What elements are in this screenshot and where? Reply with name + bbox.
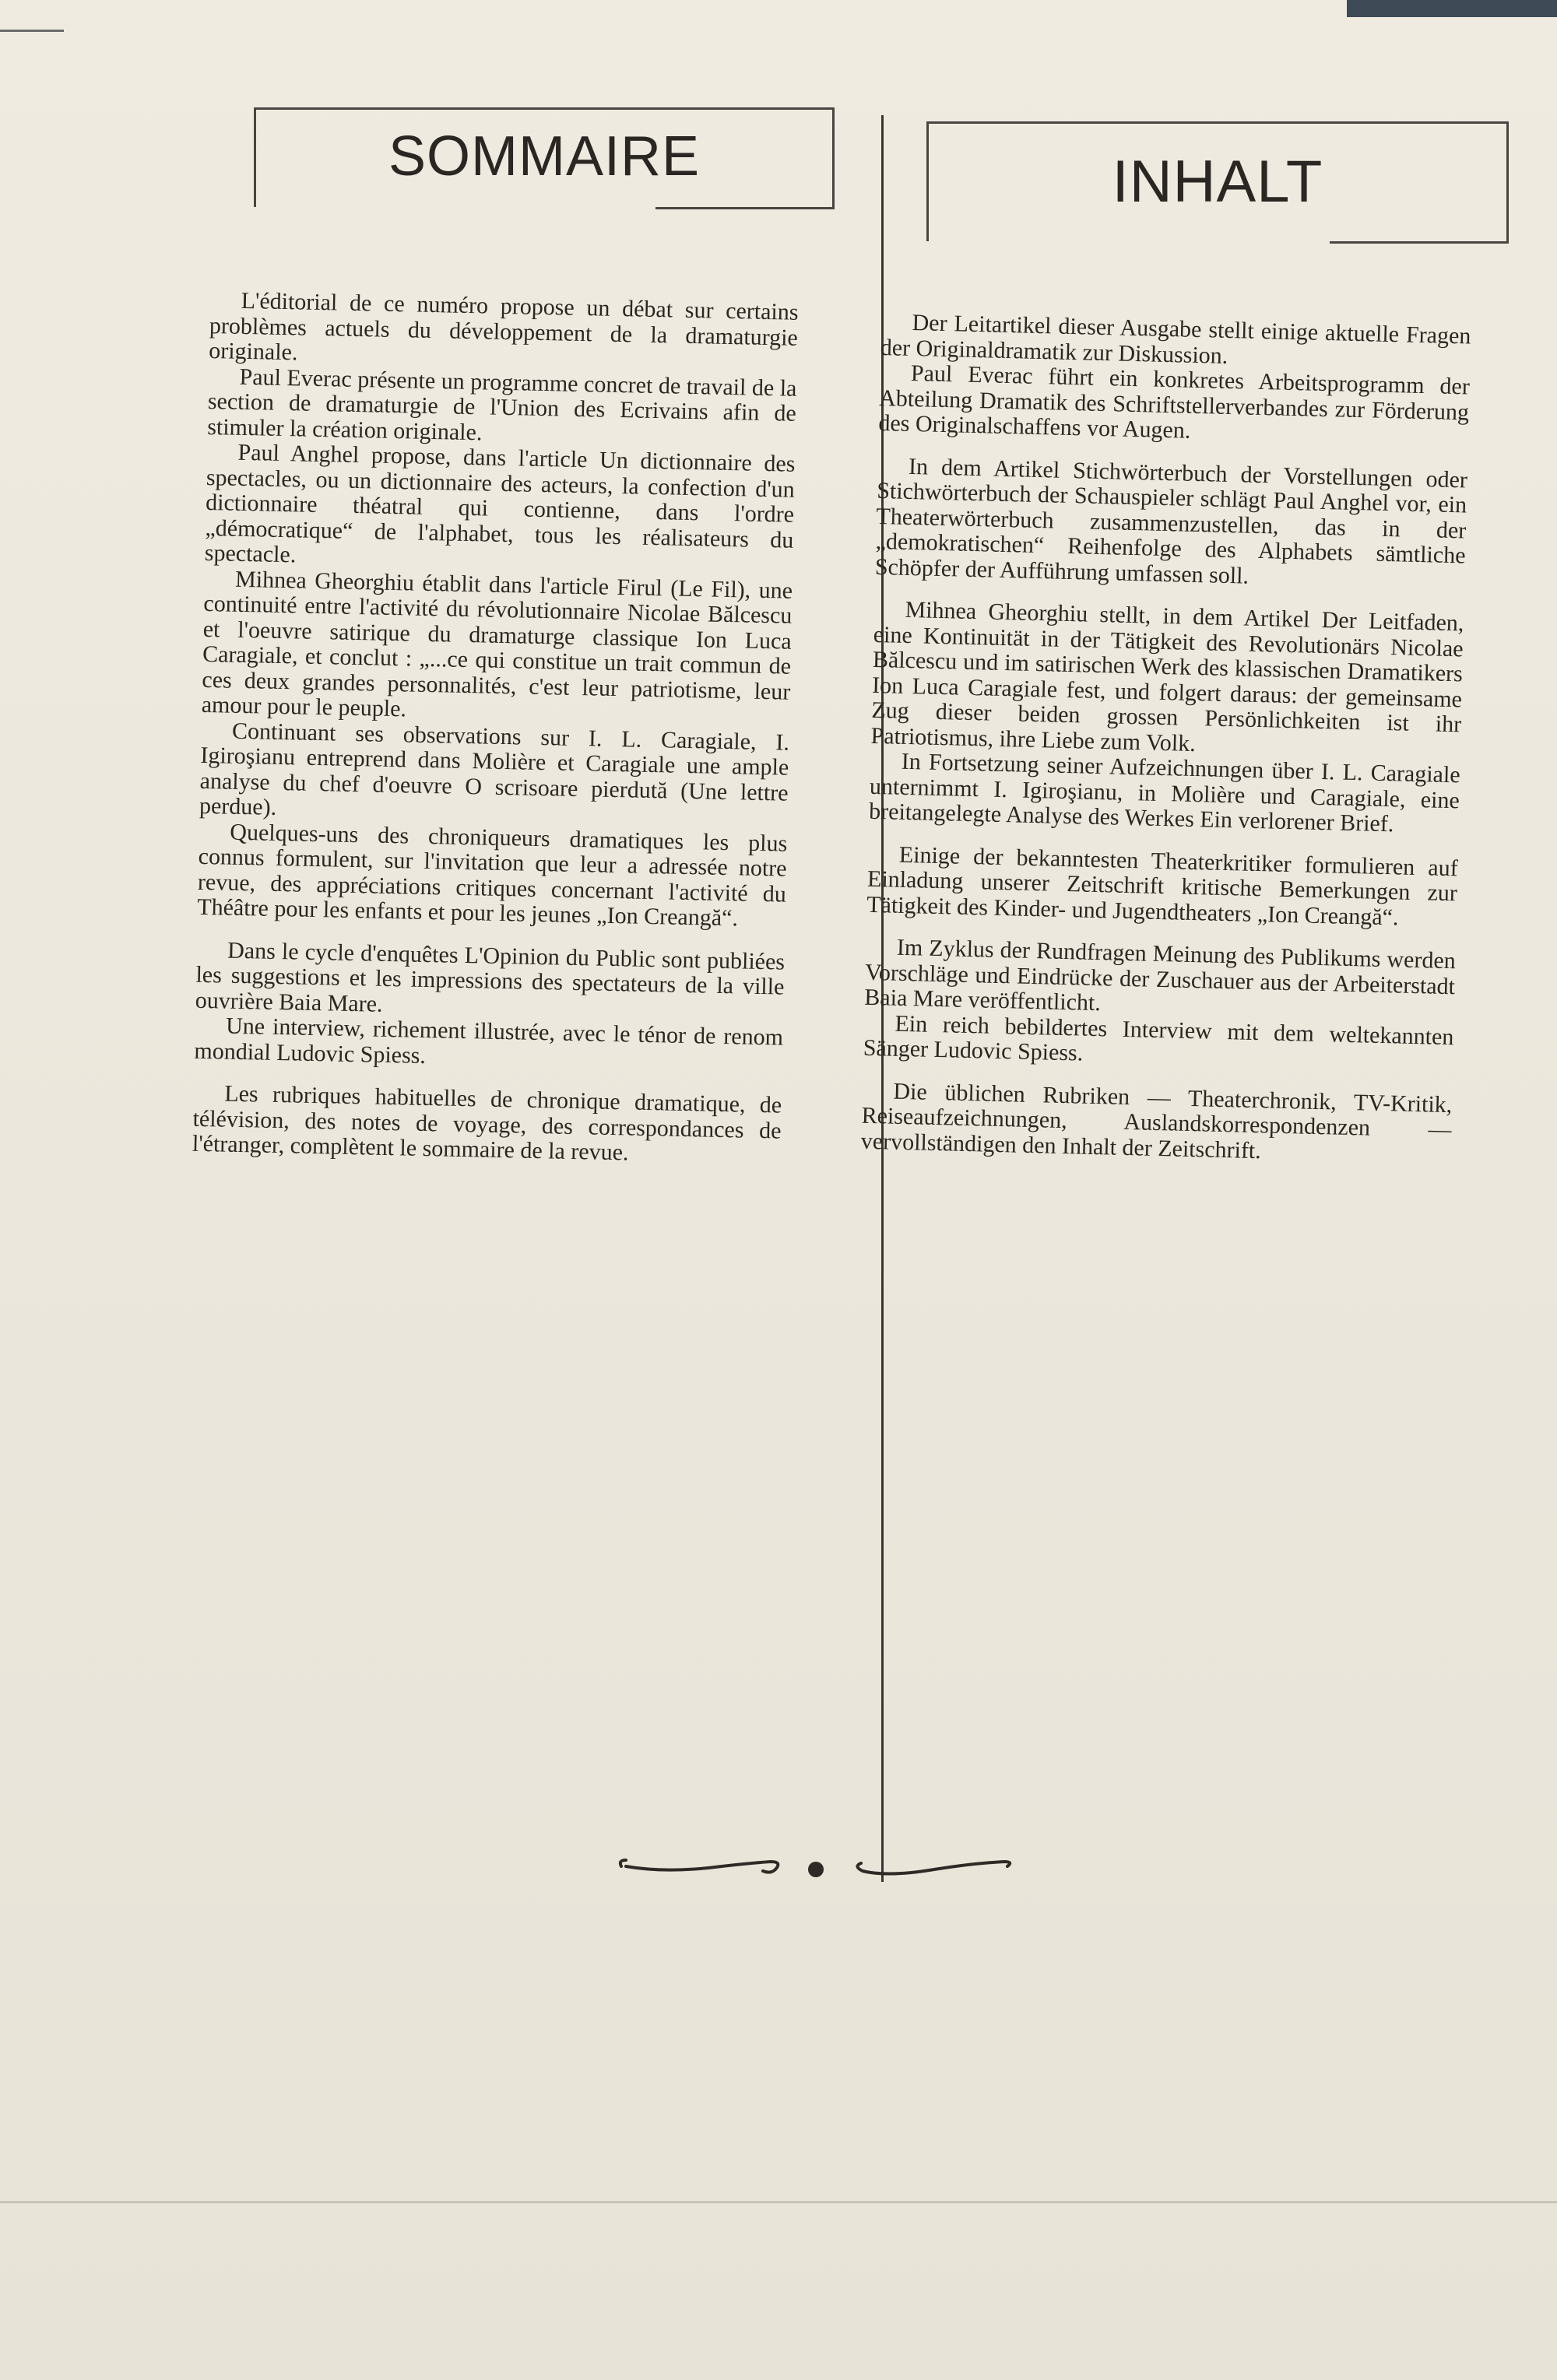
sommaire-title: SOMMAIRE (388, 125, 701, 188)
inhalt-paragraph-7: Im Zyklus der Rundfragen Meinung des Publikums werden Vorschläge und Eindrücke der Zuschauer aus der Arbeiterstadt Baia Mare veröffentlicht. (864, 934, 1457, 1016)
inhalt-title: INHALT (1112, 149, 1323, 215)
sommaire-paragraph-2: Paul Everac présente un programme concret de travail de la section de dramaturgie de l'Union des Ecrivains afin de stimuler la création originale. (206, 363, 797, 445)
inhalt-paragraph-4: Mihnea Gheorghiu stellt, in dem Artikel Der Leitfaden, eine Kontinuität in der Tätigkeit des Revolutionärs Nicolae Bălcescu und im satirischen Werk des klassischen Dramatikers Ion Luca Caragiale fest, und folgert daraus: der gemeinsame Zug dieser beiden grossen Persönlichkeiten ist ihr Patriotismus, ihre Liebe zum Volk. (870, 596, 1464, 756)
sommaire-title-underline (655, 207, 835, 209)
inhalt-title-underline (1330, 241, 1509, 244)
inhalt-paragraph-3: In dem Artikel Stichwörterbuch der Vorstellungen oder Stichwörterbuch der Schauspieler schlägt Paul Anghel vor, ein Theaterwörterbuch zusammenzustellen, das in der „demokratischen“ Reihenfolge des Alphabets sämtliche Schöpfer der Aufführung umfassen soll. (874, 453, 1468, 589)
inhalt-paragraph-9: Die üblichen Rubriken — Theaterchronik, TV-Kritik, Reiseaufzeichnungen, Auslandskorrespondenzen — vervollständigen den Inhalt der Zeitschrift. (860, 1078, 1453, 1164)
sommaire-paragraph-8: Une interview, richement illustrée, avec le ténor de renom mondial Ludovic Spiess. (194, 1013, 784, 1069)
sommaire-paragraph-5: Continuant ses observations sur I. L. Caragiale, I. Igiroşianu entreprend dans Molière et Caragiale une ample analyse du chef d'oeuvre O scrisoare pierdută (Une lettre perdue). (199, 718, 790, 820)
bottom-rule (0, 2201, 1557, 2203)
inhalt-paragraph-5: In Fortsetzung seiner Aufzeichnungen über I. L. Caragiale unternimmt I. Igiroşianu, in Molière und Caragiale, eine breitangelegte Analyse des Werkes Ein verlorener Brief. (868, 748, 1461, 837)
inhalt-paragraph-2: Paul Everac führt ein konkretes Arbeitsprogramm der Abteilung Dramatik des Schriftstellerverbandes zur Förderung des Originalschaffens vor Augen. (878, 360, 1471, 444)
inhalt-paragraph-8: Ein reich bebildertes Interview mit dem weltekannten Sänger Ludovic Spiess. (863, 1010, 1454, 1066)
sommaire-column (192, 288, 799, 1169)
sommaire-paragraph-4: Mihnea Gheorghiu établit dans l'article Firul (Le Fil), une continuité entre l'activité du révolutionnaire Nicolae Bălcescu et l'oeuvre satirique du dramaturge classique Ion Luca Caragiale, et conclut : „...ce qui constitue un trait commun de ces deux grandes personnalités, c'est leur patriotisme, leur amour pour le peuple. (201, 566, 793, 722)
sommaire-paragraph-9: Les rubriques habituelles de chronique dramatique, de télévision, des notes de voyage, des correspondances de l'étranger, complètent le sommaire de la revue. (192, 1080, 782, 1166)
sommaire-paragraph-3: Paul Anghel propose, dans l'article Un dictionnaire des spectacles, ou un dictionnaire des acteurs, la confection d'un dictionnaire théatral qui contienne, dans l'ordre „démocratique“ de l'alphabet, tous les réalisateurs du spectacle. (204, 439, 796, 568)
sommaire-paragraph-7: Dans le cycle d'enquêtes L'Opinion du Public sont publiées les suggestions et les impressions des spectateurs de la ville ouvrière Baia Mare. (195, 937, 786, 1017)
swash-divider-icon (615, 1843, 1020, 1882)
top-left-rule (0, 30, 64, 32)
inhalt-paragraph-1: Der Leitartikel dieser Ausgabe stellt einige aktuelle Fragen der Originaldramatik zur Diskussion. (880, 309, 1471, 369)
sommaire-paragraph-6: Quelques-uns des chroniqueurs dramatiques les plus connus formulent, sur l'invitation que leur a adressée notre revue, des appréciations critiques concernant l'activité du Théâtre pour les enfants et pour les jeunes „Ion Creangă“. (196, 819, 788, 932)
inhalt-title-box (926, 121, 1509, 241)
inhalt-paragraph-6: Einige der bekanntesten Theaterkritiker formulieren auf Einladung unserer Zeitschrift kritische Bemerkungen zur Tätigkeit des Kinder- und Jugendtheaters „Ion Creangă“. (866, 841, 1459, 930)
inhalt-column (860, 310, 1471, 1168)
top-right-corner-mark (1347, 0, 1557, 17)
sommaire-title-box (254, 107, 835, 207)
sommaire-paragraph-1: L'éditorial de ce numéro propose un débat sur certains problèmes actuels du développement de la dramaturgie originale. (208, 287, 799, 366)
